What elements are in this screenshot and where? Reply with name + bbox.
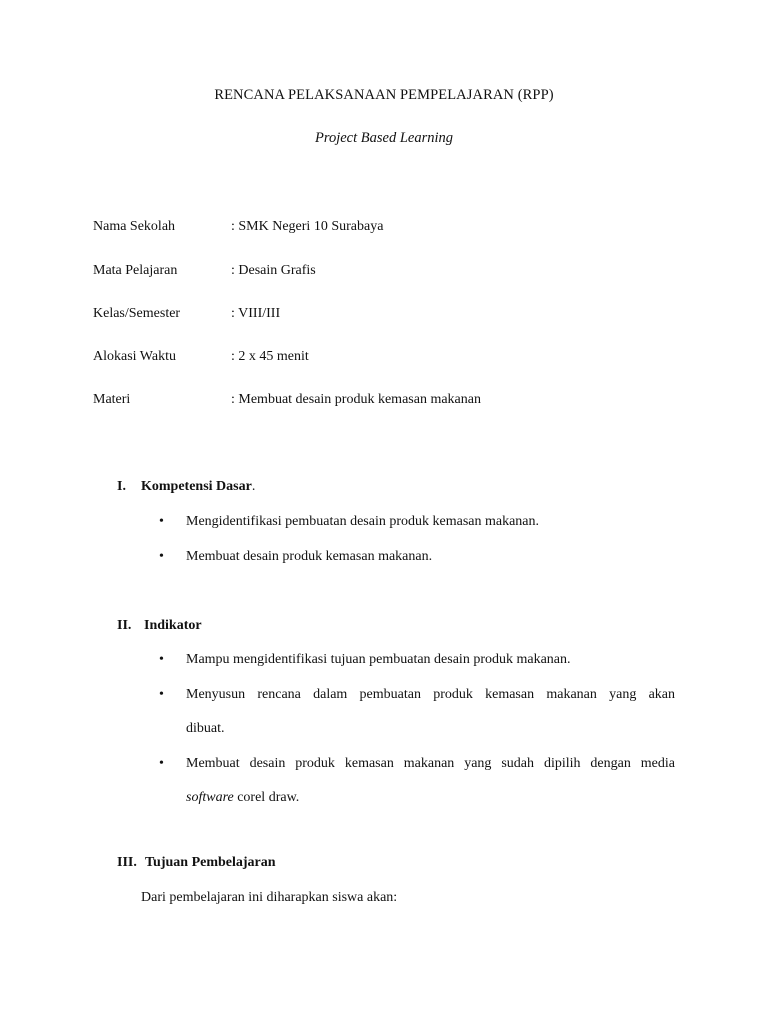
kompetensi-item-2: Membuat desain produk kemasan makanan. <box>186 549 433 564</box>
section-numeral-tujuan: III. <box>117 855 137 870</box>
tujuan-intro: Dari pembelajaran ini diharapkan siswa akan: <box>141 890 398 905</box>
identity-value-class: : VIII/III <box>231 306 281 321</box>
identity-label-subject: Mata Pelajaran <box>93 263 178 278</box>
kompetensi-item-1: Mengidentifikasi pembuatan desain produk kemasan makanan. <box>186 514 540 529</box>
identity-label-material: Materi <box>93 392 131 407</box>
indikator-item-2-line-1: Menyusun rencana dalam pembuatan produk kemasan makanan yang akan <box>186 687 675 702</box>
identity-value-time: : 2 x 45 menit <box>231 349 309 364</box>
section-title-tujuan: Tujuan Pembelajaran <box>145 855 276 870</box>
section-title-suffix: . <box>251 479 256 494</box>
bullet-icon: • <box>159 652 164 667</box>
identity-label-time: Alokasi Waktu <box>93 349 176 364</box>
document-title: RENCANA PELAKSANAAN PEMPELAJARAN (RPP) <box>214 87 554 103</box>
section-title-indikator: Indikator <box>144 618 202 633</box>
bullet-icon: • <box>159 687 164 702</box>
identity-value-school: : SMK Negeri 10 Surabaya <box>231 219 384 234</box>
indikator-item-3-line-2 <box>186 789 299 806</box>
identity-value-material: : Membuat desain produk kemasan makanan <box>231 392 481 407</box>
section-heading-kompetensi <box>141 478 255 495</box>
identity-label-school: Nama Sekolah <box>93 219 176 234</box>
identity-value-subject: : Desain Grafis <box>231 263 316 278</box>
indikator-item-3-line-1: Membuat desain produk kemasan makanan yang sudah dipilih dengan media <box>186 756 675 771</box>
bullet-icon: • <box>159 514 164 529</box>
software-term: software <box>186 790 234 805</box>
indikator-item-2-line-2: dibuat. <box>186 721 225 736</box>
section-numeral-kompetensi: I. <box>117 479 126 494</box>
section-title-kompetensi: Kompetensi Dasar <box>141 479 252 494</box>
section-numeral-indikator: II. <box>117 618 132 633</box>
indikator-item-1: Mampu mengidentifikasi tujuan pembuatan desain produk makanan. <box>186 652 571 667</box>
software-rest: corel draw. <box>233 790 300 805</box>
document-subtitle: Project Based Learning <box>315 130 453 146</box>
bullet-icon: • <box>159 756 164 771</box>
identity-label-class: Kelas/Semester <box>93 306 181 321</box>
bullet-icon: • <box>159 549 164 564</box>
